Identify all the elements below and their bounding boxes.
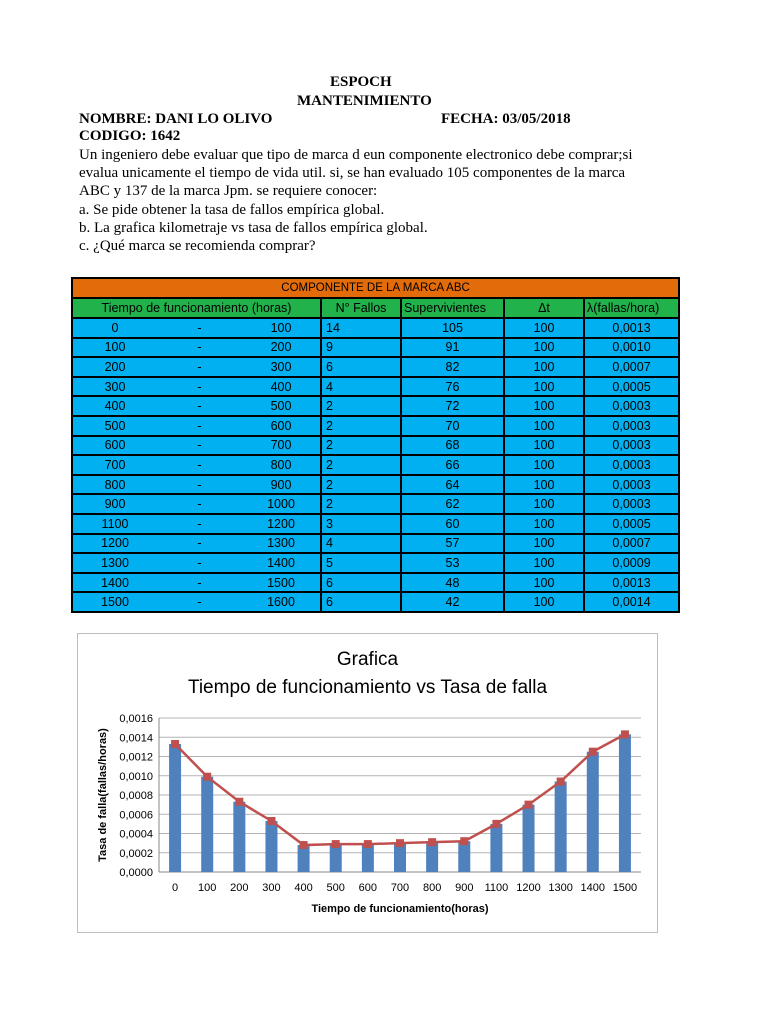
fallos-cell: 3 [321, 514, 401, 534]
range-from: 1500 [72, 592, 157, 612]
bar [394, 843, 406, 872]
chart-title: Grafica [336, 649, 399, 670]
bar [587, 752, 599, 872]
x-tick-label: 100 [198, 882, 217, 894]
supervivientes-cell: 64 [401, 475, 504, 495]
range-separator: - [157, 494, 242, 514]
bar [490, 824, 502, 872]
table-row [72, 592, 679, 612]
x-tick-label: 700 [390, 882, 410, 894]
delta-t-cell: 100 [504, 573, 584, 593]
lambda-cell: 0,0014 [584, 592, 679, 612]
range-separator: - [157, 455, 242, 475]
delta-t-cell: 100 [504, 455, 584, 475]
line-marker [267, 817, 275, 825]
lambda-cell: 0,0005 [584, 514, 679, 534]
supervivientes-cell: 60 [401, 514, 504, 534]
bar [298, 845, 310, 872]
lambda-cell: 0,0003 [584, 396, 679, 416]
bar [201, 777, 213, 872]
range-to: 200 [242, 338, 321, 358]
header-supervivientes: Supervivientes [401, 298, 504, 318]
fallos-cell: 6 [321, 573, 401, 593]
fallos-cell: 5 [321, 553, 401, 573]
y-tick-label: 0,0006 [119, 809, 153, 822]
header-tiempo: Tiempo de funcionamiento (horas) [72, 298, 321, 318]
y-tick-label: 0,0004 [119, 828, 153, 841]
range-separator: - [157, 534, 242, 554]
y-tick-label: 0,0012 [119, 751, 153, 764]
range-from: 100 [72, 338, 157, 358]
line-marker [525, 801, 533, 809]
range-to: 800 [242, 455, 321, 475]
delta-t-cell: 100 [504, 396, 584, 416]
y-axis-title: Tasa de falla(fallas/horas) [97, 728, 109, 862]
line-marker [396, 839, 404, 847]
lambda-cell: 0,0007 [584, 357, 679, 377]
range-separator: - [157, 573, 242, 593]
problem-line: ABC y 137 de la marca Jpm. se requiere conocer: [79, 183, 378, 200]
student-name: NOMBRE: DANI LO OLIVO [79, 111, 273, 127]
supervivientes-cell: 105 [401, 318, 504, 338]
fallos-cell: 2 [321, 396, 401, 416]
bar [265, 821, 277, 872]
x-tick-label: 900 [455, 882, 474, 894]
x-tick-label: 600 [358, 882, 378, 894]
lambda-cell: 0,0013 [584, 318, 679, 338]
table-row [72, 338, 679, 358]
lambda-cell: 0,0010 [584, 338, 679, 358]
lambda-cell: 0,0003 [584, 455, 679, 475]
fallos-cell: 6 [321, 592, 401, 612]
x-tick-label: 1400 [580, 882, 606, 894]
range-from: 0 [72, 318, 157, 338]
range-separator: - [157, 592, 242, 612]
table-row [72, 534, 679, 554]
range-to: 600 [242, 416, 321, 436]
range-to: 700 [242, 436, 321, 456]
x-tick-label: 0 [172, 882, 179, 894]
code-label: CODIGO: 1642 [79, 128, 181, 144]
range-to: 1300 [242, 534, 321, 554]
supervivientes-cell: 70 [401, 416, 504, 436]
delta-t-cell: 100 [504, 357, 584, 377]
table-row [72, 436, 679, 456]
range-to: 1400 [242, 553, 321, 573]
range-from: 300 [72, 377, 157, 397]
range-separator: - [157, 338, 242, 358]
line-marker [364, 840, 372, 848]
table-row [72, 377, 679, 397]
table-row [72, 455, 679, 475]
line-marker [203, 773, 211, 781]
line-marker [460, 837, 468, 845]
range-from: 1400 [72, 573, 157, 593]
bar [330, 844, 342, 872]
line-marker [621, 730, 629, 738]
fallos-cell: 4 [321, 534, 401, 554]
range-to: 400 [242, 377, 321, 397]
range-separator: - [157, 475, 242, 495]
supervivientes-cell: 48 [401, 573, 504, 593]
bar [233, 802, 245, 872]
delta-t-cell: 100 [504, 338, 584, 358]
delta-t-cell: 100 [504, 553, 584, 573]
chart-frame [77, 633, 658, 933]
line-marker [332, 840, 340, 848]
range-from: 600 [72, 436, 157, 456]
lambda-cell: 0,0005 [584, 377, 679, 397]
course-title: MANTENIMIENTO [297, 93, 432, 109]
table-row [72, 573, 679, 593]
bar [458, 841, 470, 872]
line-marker [300, 841, 308, 849]
range-from: 500 [72, 416, 157, 436]
fallos-cell: 2 [321, 416, 401, 436]
fallos-cell: 4 [321, 377, 401, 397]
x-axis-title: Tiempo de funcionamiento(horas) [311, 903, 489, 915]
supervivientes-cell: 66 [401, 455, 504, 475]
range-to: 500 [242, 396, 321, 416]
x-tick-label: 1200 [516, 882, 541, 894]
lambda-cell: 0,0009 [584, 553, 679, 573]
table-row [72, 318, 679, 338]
problem-statement [79, 146, 679, 255]
lambda-cell: 0,0003 [584, 494, 679, 514]
x-tick-label: 800 [422, 882, 442, 894]
range-separator: - [157, 357, 242, 377]
school-title: ESPOCH [330, 74, 392, 90]
failure-table [71, 277, 680, 613]
supervivientes-cell: 72 [401, 396, 504, 416]
line-marker [589, 748, 597, 756]
range-to: 300 [242, 357, 321, 377]
fallos-cell: 9 [321, 338, 401, 358]
range-from: 400 [72, 396, 157, 416]
bar [362, 844, 374, 872]
range-from: 800 [72, 475, 157, 495]
problem-line: a. Se pide obtener la tasa de fallos empírica global. [79, 201, 385, 218]
line-marker [492, 820, 500, 828]
header-lambda: λ(fallas/hora) [584, 298, 679, 318]
y-tick-label: 0,0014 [119, 732, 153, 745]
delta-t-cell: 100 [504, 475, 584, 495]
table-row [72, 475, 679, 495]
range-to: 1000 [242, 494, 321, 514]
delta-t-cell: 100 [504, 592, 584, 612]
range-to: 100 [242, 318, 321, 338]
fallos-cell: 2 [321, 494, 401, 514]
delta-t-cell: 100 [504, 436, 584, 456]
y-tick-label: 0,0010 [119, 770, 153, 783]
line-marker [171, 740, 179, 748]
supervivientes-cell: 57 [401, 534, 504, 554]
problem-line: b. La grafica kilometraje vs tasa de fallos empírica global. [79, 219, 428, 236]
range-from: 700 [72, 455, 157, 475]
lambda-cell: 0,0013 [584, 573, 679, 593]
range-from: 1300 [72, 553, 157, 573]
range-from: 900 [72, 494, 157, 514]
y-tick-label: 0,0000 [119, 867, 153, 879]
problem-line: evalua unicamente el tiempo de vida util. si, se han evaluado 105 componentes de la marca [79, 165, 626, 182]
range-separator: - [157, 318, 242, 338]
lambda-cell: 0,0003 [584, 436, 679, 456]
table-row [72, 357, 679, 377]
delta-t-cell: 100 [504, 318, 584, 338]
x-tick-label: 200 [230, 882, 249, 894]
lambda-cell: 0,0003 [584, 416, 679, 436]
range-to: 1600 [242, 592, 321, 612]
range-to: 1200 [242, 514, 321, 534]
supervivientes-cell: 53 [401, 553, 504, 573]
range-from: 1100 [72, 514, 157, 534]
delta-t-cell: 100 [504, 534, 584, 554]
delta-t-cell: 100 [504, 377, 584, 397]
table-row [72, 396, 679, 416]
bar [619, 734, 631, 872]
line-marker [235, 798, 243, 806]
range-separator: - [157, 377, 242, 397]
fallos-cell: 2 [321, 455, 401, 475]
x-tick-label: 300 [262, 882, 281, 894]
fallos-cell: 14 [321, 318, 401, 338]
fallos-cell: 2 [321, 475, 401, 495]
range-separator: - [157, 514, 242, 534]
delta-t-cell: 100 [504, 416, 584, 436]
range-separator: - [157, 416, 242, 436]
range-from: 200 [72, 357, 157, 377]
range-separator: - [157, 396, 242, 416]
supervivientes-cell: 62 [401, 494, 504, 514]
supervivientes-cell: 68 [401, 436, 504, 456]
supervivientes-cell: 42 [401, 592, 504, 612]
fallos-cell: 2 [321, 436, 401, 456]
range-separator: - [157, 436, 242, 456]
date-label: FECHA: 03/05/2018 [441, 111, 571, 127]
x-tick-label: 400 [294, 882, 313, 894]
chart-subtitle: Tiempo de funcionamiento vs Tasa de falla [187, 677, 548, 698]
delta-t-cell: 100 [504, 494, 584, 514]
table-row [72, 494, 679, 514]
x-tick-label: 1100 [484, 882, 509, 894]
table-row [72, 553, 679, 573]
supervivientes-cell: 76 [401, 377, 504, 397]
range-separator: - [157, 553, 242, 573]
range-to: 1500 [242, 573, 321, 593]
x-tick-label: 1300 [548, 882, 573, 894]
range-to: 900 [242, 475, 321, 495]
table-row [72, 416, 679, 436]
bar [523, 805, 535, 872]
bar [555, 782, 567, 872]
table-row [72, 514, 679, 534]
problem-line: c. ¿Qué marca se recomienda comprar? [79, 238, 316, 255]
fallos-cell: 6 [321, 357, 401, 377]
line-marker [428, 838, 436, 846]
supervivientes-cell: 91 [401, 338, 504, 358]
range-from: 1200 [72, 534, 157, 554]
problem-line: Un ingeniero debe evaluar que tipo de marca d eun componente electronico debe comprar;si [79, 147, 633, 163]
lambda-cell: 0,0007 [584, 534, 679, 554]
bar [426, 842, 438, 872]
bar [169, 744, 181, 872]
y-tick-label: 0,0008 [119, 790, 153, 802]
supervivientes-cell: 82 [401, 357, 504, 377]
x-tick-label: 1500 [612, 882, 638, 894]
failure-rate-chart [78, 634, 657, 932]
line-marker [557, 778, 565, 786]
header-delta-t: Δt [504, 298, 584, 318]
x-tick-label: 500 [326, 882, 345, 894]
table-title: COMPONENTE DE LA MARCA ABC [72, 278, 679, 298]
y-tick-label: 0,0016 [119, 713, 153, 725]
header-fallos: N° Fallos [321, 298, 401, 318]
y-tick-label: 0,0002 [119, 847, 153, 860]
lambda-cell: 0,0003 [584, 475, 679, 495]
delta-t-cell: 100 [504, 514, 584, 534]
